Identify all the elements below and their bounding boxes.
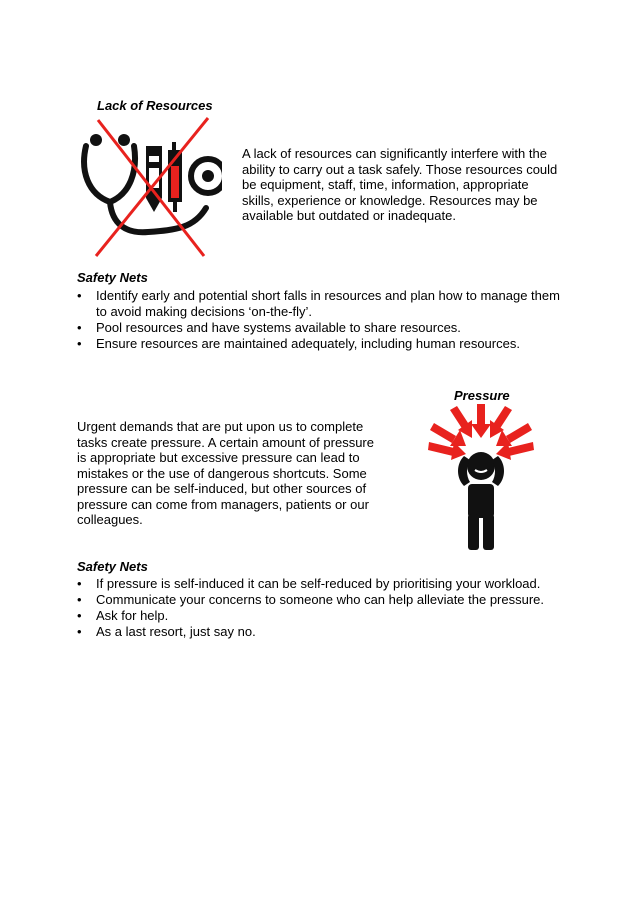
list-item: • Ensure resources are maintained adequately, including human resources. xyxy=(77,336,567,352)
list-item: • Identify early and potential short falls in resources and plan how to manage them to avoid making decisions ‘on-the-fly’. xyxy=(77,288,567,319)
pressure-heading: Pressure xyxy=(454,388,510,403)
list-item: • Pool resources and have systems available to share resources. xyxy=(77,320,567,336)
safety-nets-list-resources xyxy=(77,288,567,352)
list-item: • As a last resort, just say no. xyxy=(77,624,577,640)
list-item: • If pressure is self-induced it can be self-reduced by prioritising your workload. xyxy=(77,576,577,592)
list-item: • Communicate your concerns to someone who can help alleviate the pressure. xyxy=(77,592,577,608)
stressed-person-icon xyxy=(426,404,536,552)
lack-of-resources-description: A lack of resources can significantly interfere with the ability to carry out a task safely. Those resources could be equipment, staff, time, information, appropriate skills, experience or knowledge. Resources may be available but outdated or inadequate. xyxy=(242,146,558,223)
list-item: • Ask for help. xyxy=(77,608,577,624)
safety-nets-heading-resources: Safety Nets xyxy=(77,270,148,285)
safety-nets-heading-pressure: Safety Nets xyxy=(77,559,148,574)
safety-nets-list-pressure xyxy=(77,576,577,640)
lack-of-resources-heading: Lack of Resources xyxy=(97,98,213,113)
no-medical-equipment-icon xyxy=(76,116,222,258)
pressure-description: Urgent demands that are put upon us to complete tasks create pressure. A certain amount of pressure is appropriate but excessive pressure can lead to mistakes or the use of dangerous shortcuts. Some pressure can be self-induced, but other sources of pressure can come from managers, patients or our colleagues. xyxy=(77,419,374,527)
